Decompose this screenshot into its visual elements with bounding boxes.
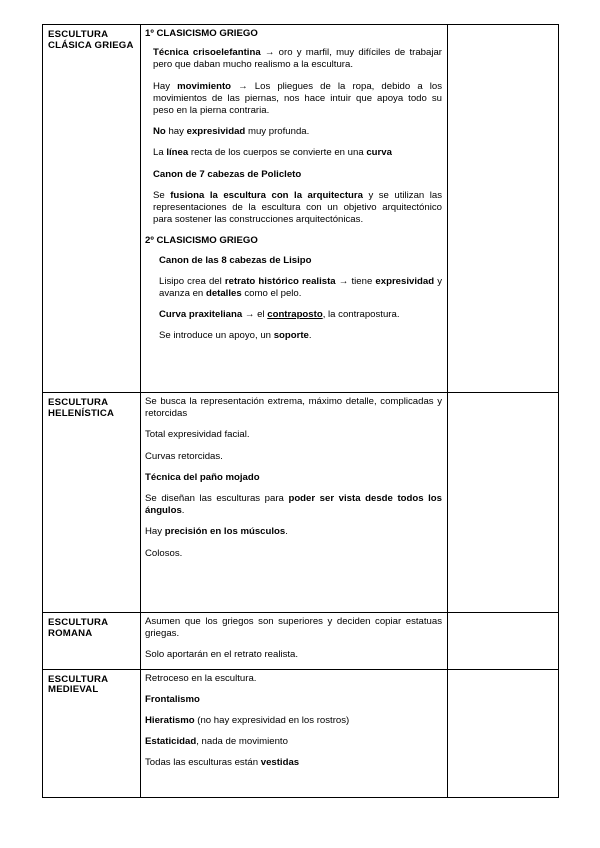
paragraph: Curva praxiteliana → el contraposto, la contrapostura. bbox=[159, 309, 400, 321]
paragraph: Técnica crisoelefantina → oro y marfil, muy difíciles de trabajar pero que daban mucho realismo a la escultura. bbox=[153, 47, 442, 71]
table-row bbox=[43, 669, 559, 797]
empty-cell bbox=[448, 393, 559, 613]
content-cell bbox=[141, 25, 448, 393]
paragraph: Técnica del paño mojado bbox=[145, 471, 260, 483]
paragraph: Asumen que los griegos son superiores y deciden copiar estatuas griegas. bbox=[145, 616, 442, 640]
paragraph: Retroceso en la escultura. bbox=[145, 672, 257, 684]
paragraph: Hieratismo (no hay expresividad en los rostros) bbox=[145, 715, 350, 727]
content-cell bbox=[141, 393, 448, 613]
empty-cell bbox=[448, 669, 559, 797]
row-label: ESCULTURA HELENÍSTICA bbox=[48, 397, 115, 419]
paragraph: Hay movimiento → Los pliegues de la ropa, debido a los movimientos de las piernas, nos hace intuir que apoya todo su peso en la pierna contraria. bbox=[153, 80, 442, 117]
empty-cell bbox=[448, 613, 559, 670]
paragraph: No hay expresividad muy profunda. bbox=[153, 126, 310, 138]
paragraph: Canon de las 8 cabezas de Lisipo bbox=[159, 254, 312, 266]
content-cell bbox=[141, 613, 448, 670]
row-label-cell bbox=[43, 393, 141, 613]
section-heading: 2º CLASICISMO GRIEGO bbox=[145, 235, 258, 247]
paragraph: Hay precisión en los músculos. bbox=[145, 526, 288, 538]
paragraph: Colosos. bbox=[145, 547, 183, 559]
empty-cell bbox=[448, 25, 559, 393]
paragraph: Curvas retorcidas. bbox=[145, 450, 223, 462]
paragraph: Solo aportarán en el retrato realista. bbox=[145, 649, 299, 661]
paragraph: Se introduce un apoyo, un soporte. bbox=[159, 330, 312, 342]
paragraph: Lisipo crea del retrato histórico realista → tiene expresividad y avanza en detalles como el pelo. bbox=[159, 275, 442, 300]
row-label-cell bbox=[43, 669, 141, 797]
paragraph: Total expresividad facial. bbox=[145, 429, 250, 441]
table-row bbox=[43, 613, 559, 670]
row-label-cell bbox=[43, 613, 141, 670]
paragraph: Se diseñan las esculturas para poder ser vista desde todos los ángulos. bbox=[145, 493, 442, 517]
paragraph: Se busca la representación extrema, máximo detalle, complicadas y retorcidas bbox=[145, 396, 442, 420]
paragraph: Canon de 7 cabezas de Policleto bbox=[153, 168, 302, 180]
paragraph: Estaticidad, nada de movimiento bbox=[145, 736, 288, 748]
paragraph: Todas las esculturas están vestidas bbox=[145, 757, 300, 769]
row-label: ESCULTURA ROMANA bbox=[48, 617, 108, 639]
section-heading: 1º CLASICISMO GRIEGO bbox=[145, 28, 258, 39]
paragraph: Frontalismo bbox=[145, 693, 200, 705]
sculpture-table bbox=[42, 24, 559, 798]
content-cell bbox=[141, 669, 448, 797]
row-label-cell bbox=[43, 25, 141, 393]
paragraph: La línea recta de los cuerpos se convierte en una curva bbox=[153, 147, 392, 159]
paragraph: Se fusiona la escultura con la arquitectura y se utilizan las representaciones de la escultura con un objetivo arquitectónico para sostener las construcciones arquitectónicas. bbox=[153, 189, 442, 226]
row-label: ESCULTURA CLÁSICA GRIEGA bbox=[48, 29, 134, 51]
row-label: ESCULTURA MEDIEVAL bbox=[48, 673, 108, 696]
table-row bbox=[43, 25, 559, 393]
table-row bbox=[43, 393, 559, 613]
